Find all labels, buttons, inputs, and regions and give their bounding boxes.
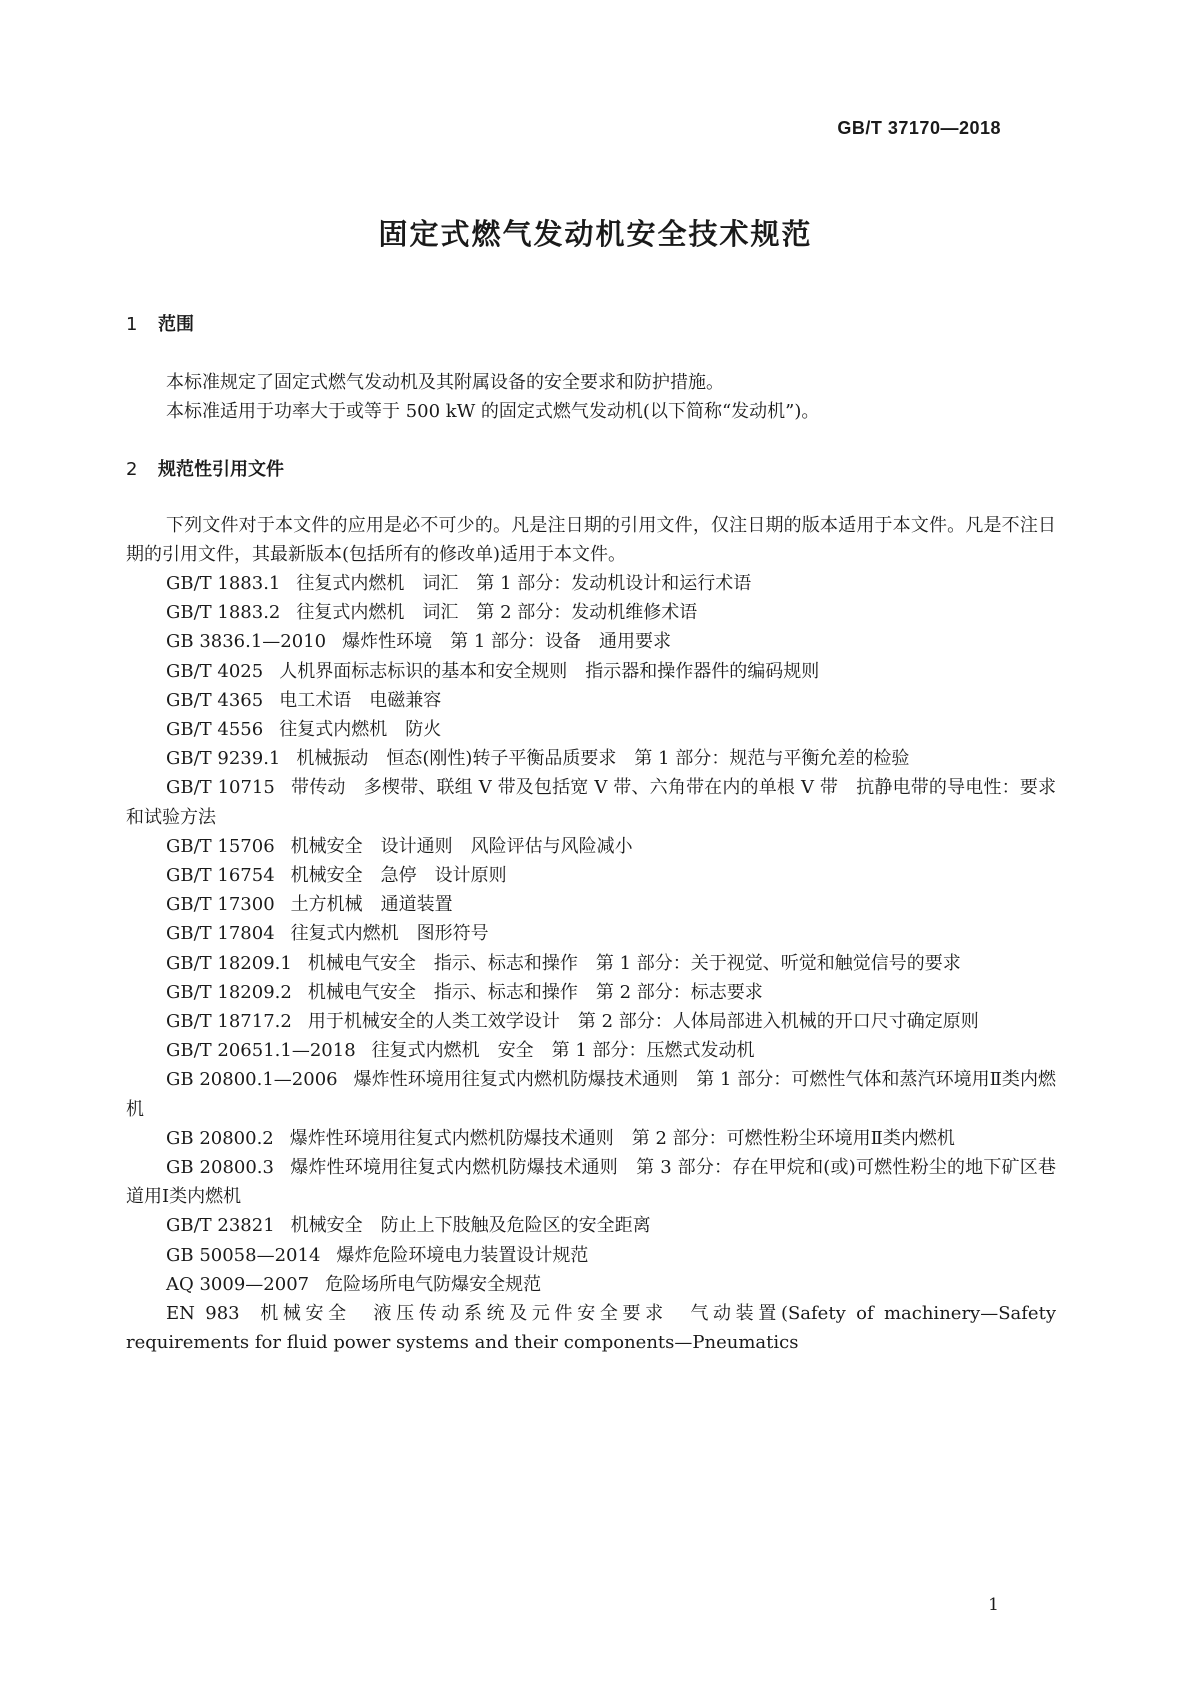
reference-item <box>126 890 1056 919</box>
reference-code: GB/T 10715 <box>166 777 275 799</box>
reference-title: 电工术语 电磁兼容 <box>279 689 442 711</box>
reference-title: 机械安全 液压传动系统及元件安全要求 气动装置(Safety of machinery—Safety requirements for fluid power systems and their components—Pneumatics <box>126 1303 1056 1354</box>
reference-code: GB/T 18209.2 <box>166 981 292 1003</box>
reference-code: GB 3836.1—2010 <box>166 631 327 653</box>
reference-item <box>126 569 1056 598</box>
reference-title: 带传动 多楔带、联组 V 带及包括宽 V 带、六角带在内的单根 V 带 抗静电带的导电性：要求和试验方法 <box>126 777 1056 828</box>
reference-code: GB/T 1883.1 <box>166 573 281 594</box>
reference-title: 往复式内燃机 图形符号 <box>290 923 489 945</box>
scope-paragraph: 本标准适用于功率大于或等于 500 kW 的固定式燃气发动机(以下简称“发动机”)。 <box>166 401 820 422</box>
reference-code: GB/T 20651.1—2018 <box>166 1040 356 1062</box>
reference-item <box>126 715 1056 744</box>
section-1-number: 1 <box>126 314 138 335</box>
reference-code: GB/T 17300 <box>166 894 275 916</box>
reference-title: 爆炸性环境用往复式内燃机防爆技术通则 第 3 部分：存在甲烷和(或)可燃性粉尘的地下矿区巷道用Ⅰ类内燃机 <box>126 1157 1057 1208</box>
reference-title: 爆炸性环境用往复式内燃机防爆技术通则 第 1 部分：可燃性气体和蒸汽环境用Ⅱ类内燃机 <box>126 1069 1056 1120</box>
reference-title: 用于机械安全的人类工效学设计 第 2 部分：人体局部进入机械的开口尺寸确定原则 <box>307 1011 979 1033</box>
reference-item <box>126 773 1056 831</box>
reference-code: GB/T 18209.1 <box>166 952 292 974</box>
reference-code: GB 20800.1—2006 <box>166 1069 338 1091</box>
reference-item <box>126 832 1056 861</box>
reference-item <box>126 1299 1056 1357</box>
reference-item <box>126 1065 1056 1123</box>
reference-code: EN 983 <box>166 1303 240 1325</box>
section-2-title: 规范性引用文件 <box>158 459 284 480</box>
reference-item <box>126 1211 1056 1240</box>
reference-item <box>126 949 1056 978</box>
reference-item <box>126 978 1056 1007</box>
section-1-title: 范围 <box>158 314 194 335</box>
reference-item <box>126 744 1056 773</box>
reference-code: GB/T 23821 <box>166 1215 275 1237</box>
reference-code: GB 20800.2 <box>166 1127 274 1149</box>
reference-item <box>126 657 1056 686</box>
reference-title: 人机界面标志标识的基本和安全规则 指示器和操作器件的编码规则 <box>279 660 820 682</box>
reference-title: 机械安全 防止上下肢触及危险区的安全距离 <box>290 1215 651 1237</box>
reference-title: 往复式内燃机 安全 第 1 部分：压燃式发动机 <box>371 1040 755 1062</box>
reference-title: 往复式内燃机 防火 <box>279 719 442 741</box>
reference-title: 机械电气安全 指示、标志和操作 第 1 部分：关于视觉、听觉和触觉信号的要求 <box>307 952 961 974</box>
reference-code: AQ 3009—2007 <box>166 1273 310 1295</box>
reference-title: 往复式内燃机 词汇 第 2 部分：发动机维修术语 <box>296 602 698 624</box>
reference-code: GB/T 4365 <box>166 689 264 711</box>
reference-code: GB/T 16754 <box>166 865 275 887</box>
section-1-heading <box>126 310 194 336</box>
reference-item <box>126 1036 1056 1065</box>
document-title: 固定式燃气发动机安全技术规范 <box>378 217 813 251</box>
reference-item <box>126 627 1056 656</box>
reference-title: 土方机械 通道装置 <box>290 894 453 916</box>
reference-code: GB/T 9239.1 <box>166 748 281 770</box>
reference-title: 机械安全 设计通则 风险评估与风险减小 <box>290 835 633 857</box>
reference-code: GB/T 4025 <box>166 660 264 682</box>
reference-code: GB/T 1883.2 <box>166 602 281 624</box>
reference-code: GB 20800.3 <box>166 1157 274 1179</box>
reference-item <box>126 598 1056 627</box>
reference-item <box>126 686 1056 715</box>
reference-item <box>126 1124 1056 1153</box>
page-number: 1 <box>988 1595 999 1615</box>
reference-item <box>126 1007 1056 1036</box>
reference-item <box>126 861 1056 890</box>
section-2-heading <box>126 455 284 481</box>
reference-list <box>126 569 1056 1357</box>
reference-title: 往复式内燃机 词汇 第 1 部分：发动机设计和运行术语 <box>296 573 752 594</box>
references-intro: 下列文件对于本文件的应用是必不可少的。凡是注日期的引用文件，仅注日期的版本适用于本文件。凡是不注日期的引用文件，其最新版本(包括所有的修改单)适用于本文件。 <box>126 515 1056 565</box>
reference-item <box>126 1270 1056 1299</box>
reference-title: 爆炸性环境用往复式内燃机防爆技术通则 第 2 部分：可燃性粉尘环境用Ⅱ类内燃机 <box>289 1127 955 1149</box>
reference-title: 机械振动 恒态(刚性)转子平衡品质要求 第 1 部分：规范与平衡允差的检验 <box>296 748 910 770</box>
reference-code: GB/T 18717.2 <box>166 1011 292 1033</box>
reference-item <box>126 1153 1056 1211</box>
reference-title: 机械电气安全 指示、标志和操作 第 2 部分：标志要求 <box>307 981 763 1003</box>
reference-title: 爆炸性环境 第 1 部分：设备 通用要求 <box>342 631 672 653</box>
section-2-number: 2 <box>126 459 138 480</box>
reference-code: GB/T 17804 <box>166 923 275 945</box>
reference-code: GB 50058—2014 <box>166 1244 321 1266</box>
reference-item <box>126 1241 1056 1270</box>
reference-title: 爆炸危险环境电力装置设计规范 <box>336 1244 589 1266</box>
reference-code: GB/T 4556 <box>166 719 264 741</box>
reference-code: GB/T 15706 <box>166 835 275 857</box>
scope-paragraph: 本标准规定了固定式燃气发动机及其附属设备的安全要求和防护措施。 <box>166 372 724 393</box>
standard-code: GB/T 37170—2018 <box>837 118 1001 138</box>
reference-title: 机械安全 急停 设计原则 <box>290 865 507 887</box>
reference-item <box>126 919 1056 948</box>
reference-title: 危险场所电气防爆安全规范 <box>325 1273 542 1295</box>
